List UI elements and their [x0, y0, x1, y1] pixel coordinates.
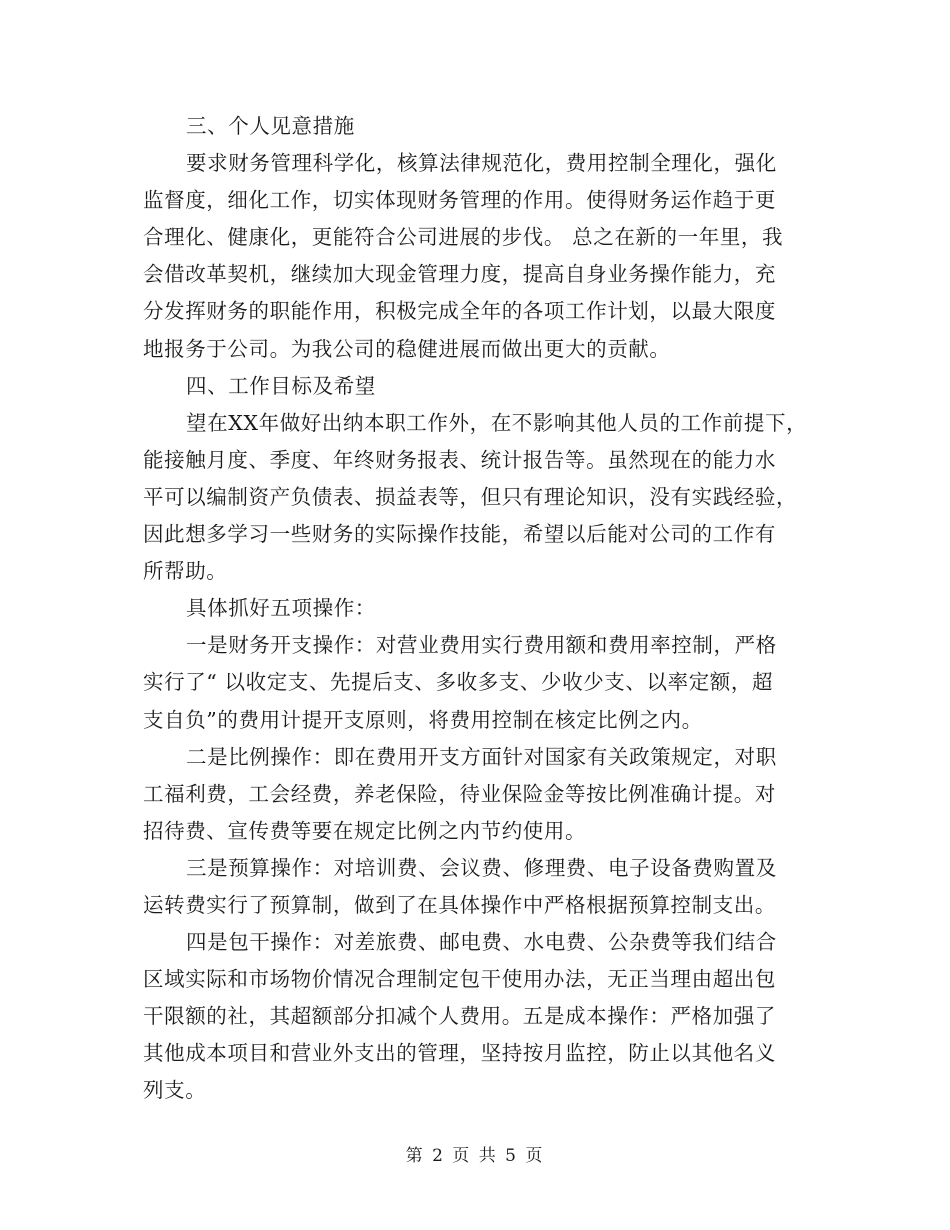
- paragraph-line: 能接触月度、季度、年终财务报表、统计报告等。虽然现在的能力水: [143, 447, 776, 472]
- paragraph-line: 分发挥财务的职能作用，积极完成全年的各项工作计划，以最大限度: [143, 299, 776, 324]
- page-number-footer: 第 2 页 共 5 页: [405, 1146, 545, 1166]
- paragraph-line: 三是预算操作：对培训费、会议费、修理费、电子设备费购置及: [186, 855, 777, 880]
- paragraph-line: 合理化、健康化，更能符合公司进展的步伐。 总之在新的一年里，我: [143, 225, 784, 250]
- document-body: [143, 108, 823, 1110]
- paragraph-line: 干限额的社，其超额部分扣减个人费用。五是成本操作：严格加强了: [143, 1004, 776, 1029]
- paragraph-line: 一是财务开支操作：对营业费用实行费用额和费用率控制，严格: [186, 633, 777, 658]
- paragraph-line: 招待费、宣传费等要在规定比例之内节约使用。: [143, 818, 587, 843]
- paragraph-line: 运转费实行了预算制，做到了在具体操作中严格根据预算控制支出。: [143, 892, 776, 917]
- paragraph-line: 工福利费，工会经费，养老保险，待业保险金等按比例准确计提。对: [143, 781, 776, 806]
- paragraph-line: 其他成本项目和营业外支出的管理，坚持按月监控，防止以其他名义: [143, 1041, 776, 1066]
- paragraph-line: 监督度，细化工作，切实体现财务管理的作用。使得财务运作趋于更: [143, 188, 776, 213]
- section-heading: 三、个人见意措施: [186, 114, 355, 138]
- paragraph-line: 地报务于公司。为我公司的稳健进展而做出更大的贡献。: [143, 336, 671, 361]
- paragraph-line: 列支。: [143, 1078, 207, 1103]
- section-heading: 四、工作目标及希望: [186, 373, 376, 398]
- paragraph-line: 支自负”的费用计提开支原则，将费用控制在核定比例之内。: [143, 707, 703, 732]
- paragraph-line: 因此想多学习一些财务的实际操作技能，希望以后能对公司的工作有: [143, 522, 776, 547]
- paragraph-line: 会借改革契机，继续加大现金管理力度，提高自身业务操作能力，充: [143, 262, 776, 287]
- paragraph-line: 平可以编制资产负债表、损益表等，但只有理论知识，没有实践经验，: [143, 484, 798, 509]
- paragraph-line: 望在XX年做好出纳本职工作外，在不影响其他人员的工作前提下，: [186, 410, 808, 435]
- paragraph-line: 要求财务管理科学化，核算法律规范化，费用控制全理化，强化: [186, 151, 777, 176]
- paragraph-line: 四是包干操作：对差旅费、邮电费、水电费、公杂费等我们结合: [186, 930, 777, 955]
- paragraph-line: 区域实际和市场物价情况合理制定包干使用办法，无正当理由超出包: [143, 967, 776, 992]
- paragraph-line: 所帮助。: [143, 559, 228, 584]
- paragraph-line: 具体抓好五项操作：: [186, 596, 376, 621]
- paragraph-line: 二是比例操作：即在费用开支方面针对国家有关政策规定，对职: [186, 744, 777, 769]
- paragraph-line: 实行了“ 以收定支、先提后支、多收多支、少收少支、以率定额，超: [143, 670, 774, 695]
